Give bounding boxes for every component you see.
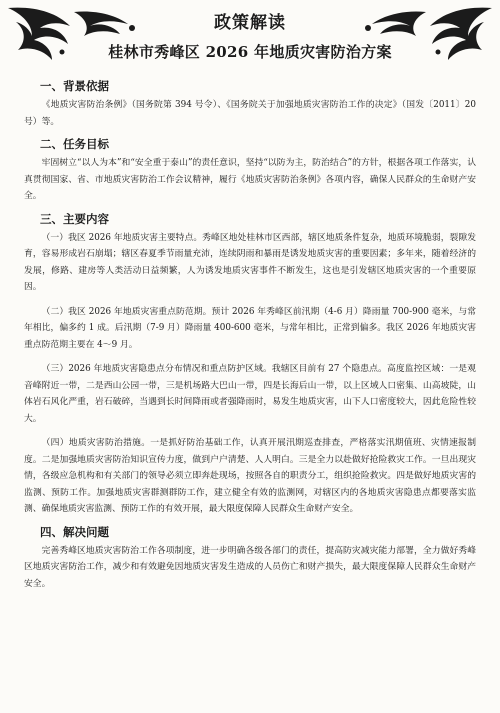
paragraph: 牢固树立“以人为本”和“安全重于泰山”的责任意识，坚持“以防为主，防治结合”的方针，根据各项工作落实，认真贯彻国家、省、市地质灾害防治工作会议精神，履行《地质灾害防治条例》各项内容，确保人民群众的生命财产安全。: [24, 158, 476, 201]
document-title: 桂林市秀峰区 2026 年地质灾害防治方案: [108, 43, 392, 61]
paragraph: （三）2026 年地质灾害隐患点分布情况和重点防护区域。我辖区目前有 27 个隐患点。高度监控区域：一是观音峰附近一带，二是西山公园一带，三是机场路大巴山一带，四是长海后山一带，以上区域人口密集、山高坡陡，山体岩石风化严重，岩石破碎，当遇到长时间降雨或者强降雨时，易发生地质灾害，山下人口密度较大，因此危险性较大。: [24, 364, 476, 424]
section-heading-objectives: 二、任务目标: [40, 137, 109, 151]
decorative-corner-ornament-right: [356, 2, 496, 62]
paragraph: （四）地质灾害防治措施。一是抓好防治基础工作，认真开展汛期巡查排查，严格落实汛期值班、灾情速报制度。二是加强地质灾害防治知识宣传力度，做到户户清楚、人人明白。三是全力以赴做好抢险救灾工作。一旦出现灾情，各级应急机构和有关部门的领导必须立即奔赴现场，按照各自的职责分工，组织抢险救灾。四是做好地质灾害的监测、预防工作。加强地质灾害群测群防工作，建立健全有效的监测网，对辖区内的各地质灾害隐患点都要落实监测、确保地质灾害监测、预防工作的有效开展，最大限度保障人民群众生命财产安全。: [24, 438, 476, 514]
kicker-label: 政策解读: [214, 13, 286, 33]
paragraph: 《地质灾害防治条例》（国务院第 394 号令）、《国务院关于加强地质灾害防治工作的决定》（国发〔2011〕20 号）等。: [24, 100, 476, 127]
section-heading-main-content: 三、主要内容: [40, 211, 109, 226]
document-body: [24, 72, 476, 596]
paragraph: 完善秀峰区地质灾害防治工作各项制度，进一步明确各级各部门的责任，提高防灾减灾能力部署，全力做好秀峰区地质灾害防治工作，减少和有效避免因地质灾害发生造成的人员伤亡和财产损失，最大限度保障人民群众生命财产安全。: [24, 545, 476, 589]
section-heading-background: 一、背景依据: [40, 79, 109, 93]
paragraph: （一）我区 2026 年地质灾害主要特点。秀峰区地处桂林市区西部，辖区地质条件复杂，地质环境脆弱，裂隙发育，容易形成岩石崩塌；辖区春夏季节雨量充沛，连续阴雨和暴雨是诱发地质灾害的重要因素；多年来，随着经济的发展，修路、建房等人类活动日益频繁，人为诱发地质灾害事件不断发生，这也是引发辖区地质灾害的一个重要原因。: [24, 232, 476, 292]
section-heading-solutions: 四、解决问题: [40, 524, 109, 539]
decorative-corner-ornament-left: [4, 2, 144, 62]
paragraph: （二）我区 2026 年地质灾害重点防范期。预计 2026 年秀峰区前汛期（4-6 月）降雨量 700-900 毫米，与常年相比，偏多约 1 成。后汛期（7-9 月）降雨量 400-600 毫米，与常年相比，正常到偏多。我区 2026 年地质灾害重点防范期主要在 4～9 月。: [24, 306, 476, 350]
